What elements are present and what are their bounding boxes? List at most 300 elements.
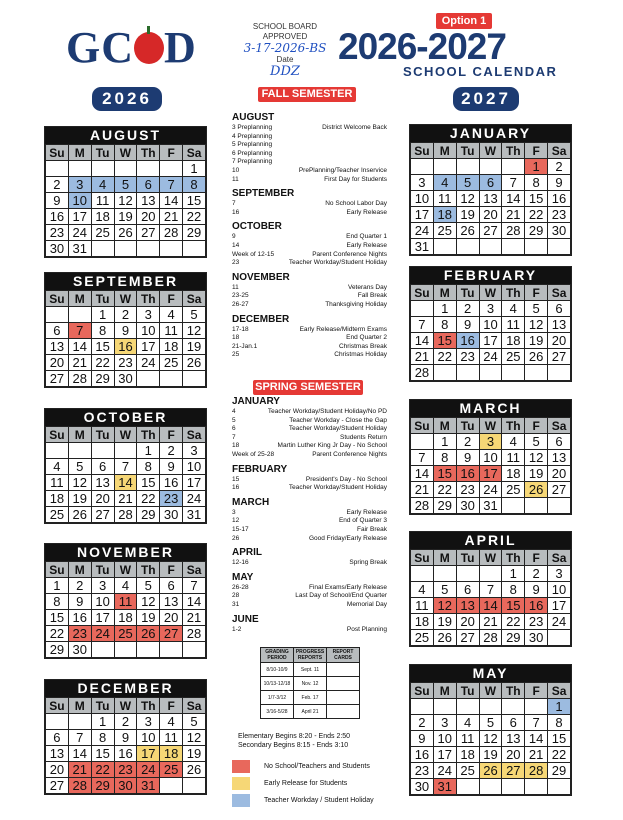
day-cell: 26	[456, 223, 479, 239]
day-cell: 8	[46, 594, 69, 610]
month-title: FEBRUARY	[410, 267, 571, 284]
day-cell: 23	[160, 491, 183, 507]
event-row	[232, 592, 387, 601]
day-cell: 8	[502, 582, 525, 598]
day-cell: 29	[137, 507, 160, 523]
day-cell: 4	[456, 715, 479, 731]
day-cell: 21	[183, 610, 206, 626]
month-title: NOVEMBER	[45, 544, 206, 561]
day-cell: 25	[46, 507, 69, 523]
day-cell: 14	[479, 598, 502, 614]
weekday-header: Tu	[456, 285, 479, 301]
day-cell: 26	[183, 762, 206, 778]
weekday-header: F	[525, 143, 548, 159]
day-cell	[114, 161, 137, 177]
day-cell: 14	[411, 466, 434, 482]
year-2027-pill: 2027	[453, 87, 519, 111]
month-title: AUGUST	[45, 127, 206, 144]
day-cell: 11	[433, 191, 456, 207]
legend	[232, 760, 374, 811]
event-row	[232, 251, 387, 260]
weekday-header: M	[68, 427, 91, 443]
event-date: 3 Preplanning	[232, 124, 273, 131]
day-cell: 13	[479, 191, 502, 207]
legend-swatch	[232, 794, 250, 807]
event-date: Week of 25-28	[232, 450, 275, 458]
event-date: 12-16	[232, 559, 249, 567]
day-cell: 3	[548, 566, 571, 582]
day-cell	[502, 498, 525, 514]
day-cell: 24	[433, 763, 456, 779]
weekday-header: W	[114, 562, 137, 578]
day-cell: 26	[479, 763, 502, 779]
day-cell: 15	[433, 466, 456, 482]
day-cell: 18	[160, 339, 183, 355]
day-cell: 6	[46, 730, 69, 746]
event-date: 11	[232, 283, 239, 291]
day-cell: 3	[91, 578, 114, 594]
day-cell	[114, 642, 137, 658]
day-cell: 10	[91, 594, 114, 610]
page-subtitle: SCHOOL CALENDAR	[403, 64, 558, 79]
day-cell: 17	[137, 339, 160, 355]
day-cell: 27	[548, 349, 571, 365]
day-cell: 9	[114, 323, 137, 339]
day-cell: 5	[183, 307, 206, 323]
event-text: Early Release	[346, 508, 387, 516]
event-text: No School Labor Day	[325, 200, 387, 208]
day-cell: 11	[46, 475, 69, 491]
stamp-signature: 3-17-2026-BS	[243, 41, 327, 55]
event-row	[232, 626, 387, 635]
day-cell: 24	[68, 225, 91, 241]
day-cell: 30	[46, 241, 69, 257]
day-cell: 27	[502, 763, 525, 779]
day-cell: 8	[433, 450, 456, 466]
day-cell	[160, 161, 183, 177]
day-cell: 27	[160, 626, 183, 642]
legend-swatch	[232, 760, 250, 773]
day-cell: 20	[502, 747, 525, 763]
weekday-header: W	[114, 291, 137, 307]
day-cell	[548, 498, 571, 514]
weekday-header: Tu	[91, 291, 114, 307]
day-cell: 25	[160, 762, 183, 778]
weekday-header: Su	[46, 145, 69, 161]
option-badge: Option 1	[436, 13, 492, 29]
day-cell: 11	[114, 594, 137, 610]
weekday-header: F	[160, 291, 183, 307]
day-cell: 21	[160, 209, 183, 225]
legend-item	[232, 794, 374, 807]
day-cell: 26	[183, 355, 206, 371]
day-cell: 15	[91, 746, 114, 762]
day-cell: 1	[433, 301, 456, 317]
event-text: Early Release/Midterm Exams	[299, 325, 387, 333]
day-cell: 4	[433, 175, 456, 191]
event-row	[232, 451, 387, 460]
day-cell: 18	[114, 610, 137, 626]
day-cell: 13	[502, 731, 525, 747]
day-cell: 21	[68, 355, 91, 371]
fall-semester-label: FALL SEMESTER	[258, 87, 356, 102]
day-cell: 6	[548, 434, 571, 450]
day-cell: 19	[525, 333, 548, 349]
day-cell: 29	[502, 630, 525, 646]
day-cell: 5	[525, 301, 548, 317]
day-cell: 1	[183, 161, 206, 177]
weekday-header: W	[479, 550, 502, 566]
day-cell: 5	[137, 578, 160, 594]
day-cell: 19	[183, 746, 206, 762]
elementary-bell: Elementary Begins 8:20 - Ends 2:50	[238, 733, 351, 740]
day-cell: 17	[479, 466, 502, 482]
day-cell: 25	[433, 223, 456, 239]
event-date: 6	[232, 425, 236, 433]
stamp-initials: DDZ	[270, 64, 300, 79]
day-cell: 7	[479, 582, 502, 598]
day-cell: 10	[479, 317, 502, 333]
weekday-header: Th	[137, 562, 160, 578]
day-cell: 8	[137, 459, 160, 475]
day-cell: 3	[479, 434, 502, 450]
day-cell: 22	[525, 207, 548, 223]
day-cell: 13	[46, 746, 69, 762]
weekday-header: Sa	[183, 291, 206, 307]
month-title: JANUARY	[410, 125, 571, 142]
weekday-header: Tu	[91, 145, 114, 161]
day-cell: 14	[160, 193, 183, 209]
day-cell	[479, 699, 502, 715]
day-cell: 24	[479, 482, 502, 498]
event-row	[232, 141, 387, 150]
grading-cell: Feb. 17	[294, 691, 327, 705]
day-cell	[46, 307, 69, 323]
weekday-header: F	[525, 285, 548, 301]
day-cell: 29	[525, 223, 548, 239]
day-cell	[137, 371, 160, 387]
day-cell: 14	[525, 731, 548, 747]
day-cell: 29	[548, 763, 571, 779]
weekday-header: M	[433, 143, 456, 159]
day-cell: 20	[137, 209, 160, 225]
legend-label: No School/Teachers and Students	[264, 763, 370, 770]
event-date: 16	[232, 208, 240, 216]
event-text: Teacher Workday - Close the Gap	[289, 416, 387, 424]
event-date: 7	[232, 200, 236, 208]
grading-cell	[327, 705, 360, 719]
day-cell: 20	[479, 207, 502, 223]
day-cell	[479, 159, 502, 175]
day-cell: 15	[183, 193, 206, 209]
day-cell: 13	[548, 450, 571, 466]
day-cell: 26	[68, 507, 91, 523]
day-cell: 29	[46, 642, 69, 658]
event-date: 18	[232, 442, 240, 450]
day-cell: 28	[411, 365, 434, 381]
day-cell: 3	[68, 177, 91, 193]
day-cell: 9	[456, 450, 479, 466]
event-text: First Day for Students	[324, 175, 387, 183]
month-february	[409, 266, 572, 382]
day-cell: 21	[479, 614, 502, 630]
day-cell: 7	[68, 730, 91, 746]
weekday-header: Tu	[456, 683, 479, 699]
event-row	[232, 124, 387, 133]
day-cell	[479, 365, 502, 381]
event-row	[232, 334, 387, 343]
weekday-header: Sa	[548, 683, 571, 699]
day-cell: 18	[433, 207, 456, 223]
day-cell: 16	[456, 333, 479, 349]
day-cell: 26	[525, 482, 548, 498]
day-cell: 4	[411, 582, 434, 598]
day-cell: 11	[91, 193, 114, 209]
month-may	[409, 664, 572, 796]
day-cell: 7	[411, 450, 434, 466]
day-cell: 22	[137, 491, 160, 507]
day-cell: 12	[456, 191, 479, 207]
day-cell: 6	[91, 459, 114, 475]
weekday-header: Sa	[183, 145, 206, 161]
day-cell: 28	[525, 763, 548, 779]
day-cell: 30	[456, 498, 479, 514]
day-cell: 1	[91, 714, 114, 730]
day-cell: 22	[91, 355, 114, 371]
day-cell: 9	[46, 193, 69, 209]
weekday-header: Su	[411, 285, 434, 301]
day-cell: 16	[68, 610, 91, 626]
weekday-header: F	[525, 418, 548, 434]
day-cell	[479, 239, 502, 255]
weekday-header: M	[68, 698, 91, 714]
day-cell: 22	[91, 762, 114, 778]
weekday-header: Sa	[183, 562, 206, 578]
day-cell	[183, 778, 206, 794]
day-cell	[433, 365, 456, 381]
page-title: 2026-2027	[338, 26, 506, 67]
weekday-header: Sa	[548, 285, 571, 301]
day-cell: 9	[114, 730, 137, 746]
day-cell: 17	[137, 746, 160, 762]
day-cell: 11	[160, 323, 183, 339]
day-cell	[433, 566, 456, 582]
bell-schedule	[238, 732, 350, 750]
day-cell: 10	[183, 459, 206, 475]
event-date: 5	[232, 416, 236, 424]
event-row	[232, 601, 387, 610]
day-cell: 31	[183, 507, 206, 523]
event-row	[232, 417, 387, 426]
day-cell	[479, 566, 502, 582]
day-cell: 18	[411, 614, 434, 630]
month-april	[409, 531, 572, 647]
day-cell: 23	[456, 349, 479, 365]
day-cell: 16	[160, 475, 183, 491]
event-text: Parent Conference Nights	[312, 450, 387, 458]
day-cell: 18	[502, 333, 525, 349]
day-cell	[68, 443, 91, 459]
weekday-header: Th	[137, 291, 160, 307]
day-cell: 23	[114, 762, 137, 778]
day-cell	[525, 365, 548, 381]
day-cell: 12	[479, 731, 502, 747]
day-cell: 4	[502, 301, 525, 317]
day-cell: 30	[525, 630, 548, 646]
day-cell: 3	[137, 307, 160, 323]
day-cell	[433, 159, 456, 175]
day-cell: 21	[411, 482, 434, 498]
day-cell: 25	[411, 630, 434, 646]
day-cell: 4	[114, 578, 137, 594]
day-cell: 2	[46, 177, 69, 193]
event-row	[232, 176, 387, 185]
day-cell: 28	[411, 498, 434, 514]
day-cell: 24	[479, 349, 502, 365]
day-cell: 19	[456, 207, 479, 223]
day-cell	[525, 699, 548, 715]
event-date: 6 Preplanning	[232, 149, 273, 157]
district-logo: GC D	[66, 23, 197, 72]
event-text: District Welcome Back	[322, 124, 387, 131]
event-row	[232, 259, 387, 268]
day-cell: 25	[502, 482, 525, 498]
event-text: Last Day of School/End Quarter	[295, 592, 387, 600]
event-row	[232, 233, 387, 242]
day-cell: 16	[114, 746, 137, 762]
day-cell: 16	[411, 747, 434, 763]
day-cell: 4	[46, 459, 69, 475]
day-cell: 21	[525, 747, 548, 763]
day-cell: 8	[548, 715, 571, 731]
event-text: PrePlanning/Teacher Inservice	[298, 166, 387, 174]
day-cell	[502, 365, 525, 381]
grading-header: PROGRESS REPORTS	[294, 648, 327, 663]
day-cell: 26	[433, 630, 456, 646]
event-date: 23	[232, 259, 240, 267]
event-month-heading: FEBRUARY	[232, 463, 288, 475]
day-cell: 22	[433, 349, 456, 365]
day-cell: 11	[456, 731, 479, 747]
day-cell	[46, 443, 69, 459]
day-cell: 1	[46, 578, 69, 594]
day-cell: 25	[456, 763, 479, 779]
day-cell: 27	[137, 225, 160, 241]
day-cell: 30	[411, 779, 434, 795]
grading-cell: Sept. 11	[294, 663, 327, 677]
day-cell: 18	[91, 209, 114, 225]
event-date: 4	[232, 408, 236, 415]
day-cell: 7	[114, 459, 137, 475]
day-cell: 6	[137, 177, 160, 193]
event-month-heading: AUGUST	[232, 112, 275, 123]
day-cell: 2	[114, 714, 137, 730]
weekday-header: M	[433, 418, 456, 434]
day-cell: 2	[114, 307, 137, 323]
month-october	[44, 408, 207, 524]
weekday-header: F	[525, 550, 548, 566]
day-cell: 8	[91, 730, 114, 746]
day-cell: 21	[68, 762, 91, 778]
weekday-header: Th	[137, 698, 160, 714]
day-cell: 4	[502, 434, 525, 450]
event-text: Fair Break	[357, 525, 387, 533]
event-row	[232, 484, 387, 493]
day-cell: 7	[502, 175, 525, 191]
event-date: 12	[232, 517, 240, 525]
event-text: Spring Break	[349, 559, 387, 567]
day-cell	[456, 239, 479, 255]
day-cell: 24	[137, 355, 160, 371]
weekday-header: W	[114, 427, 137, 443]
day-cell: 14	[183, 594, 206, 610]
day-cell: 25	[114, 626, 137, 642]
secondary-bell: Secondary Begins 8:15 - Ends 3:10	[238, 742, 349, 749]
event-month-heading: NOVEMBER	[232, 271, 290, 283]
day-cell: 5	[68, 459, 91, 475]
day-cell: 11	[160, 730, 183, 746]
event-date: 7	[232, 433, 236, 441]
day-cell	[502, 239, 525, 255]
day-cell: 28	[68, 371, 91, 387]
grading-cell	[327, 677, 360, 691]
weekday-header: Th	[502, 418, 525, 434]
day-cell: 24	[548, 614, 571, 630]
event-text: President's Day - No School	[305, 475, 387, 483]
day-cell: 22	[183, 209, 206, 225]
event-row	[232, 509, 387, 518]
day-cell: 6	[456, 582, 479, 598]
month-december	[44, 679, 207, 795]
day-cell: 7	[411, 317, 434, 333]
weekday-header: F	[160, 698, 183, 714]
day-cell: 13	[46, 339, 69, 355]
day-cell	[548, 365, 571, 381]
legend-label: Early Release for Students	[264, 780, 348, 787]
day-cell: 24	[183, 491, 206, 507]
day-cell	[548, 239, 571, 255]
day-cell: 29	[433, 498, 456, 514]
day-cell: 22	[46, 626, 69, 642]
event-date: 1-2	[232, 625, 242, 633]
grading-table	[260, 647, 360, 719]
day-cell	[91, 241, 114, 257]
day-cell: 21	[411, 349, 434, 365]
day-cell	[456, 159, 479, 175]
day-cell: 5	[525, 434, 548, 450]
day-cell: 15	[502, 598, 525, 614]
day-cell: 28	[68, 778, 91, 794]
day-cell	[456, 779, 479, 795]
fall-events-list	[232, 108, 387, 360]
event-date: 26-28	[232, 583, 249, 591]
day-cell: 20	[46, 762, 69, 778]
day-cell: 7	[160, 177, 183, 193]
spring-semester-label: SPRING SEMESTER	[253, 380, 363, 395]
event-text: Students Return	[340, 433, 387, 441]
event-row	[232, 242, 387, 251]
weekday-header: Sa	[183, 427, 206, 443]
day-cell: 26	[525, 349, 548, 365]
day-cell: 19	[479, 747, 502, 763]
day-cell: 13	[456, 598, 479, 614]
apple-icon	[134, 32, 164, 64]
day-cell: 22	[548, 747, 571, 763]
day-cell: 31	[68, 241, 91, 257]
day-cell: 28	[502, 223, 525, 239]
event-text: Parent Conference Nights	[312, 250, 387, 258]
day-cell: 10	[479, 450, 502, 466]
